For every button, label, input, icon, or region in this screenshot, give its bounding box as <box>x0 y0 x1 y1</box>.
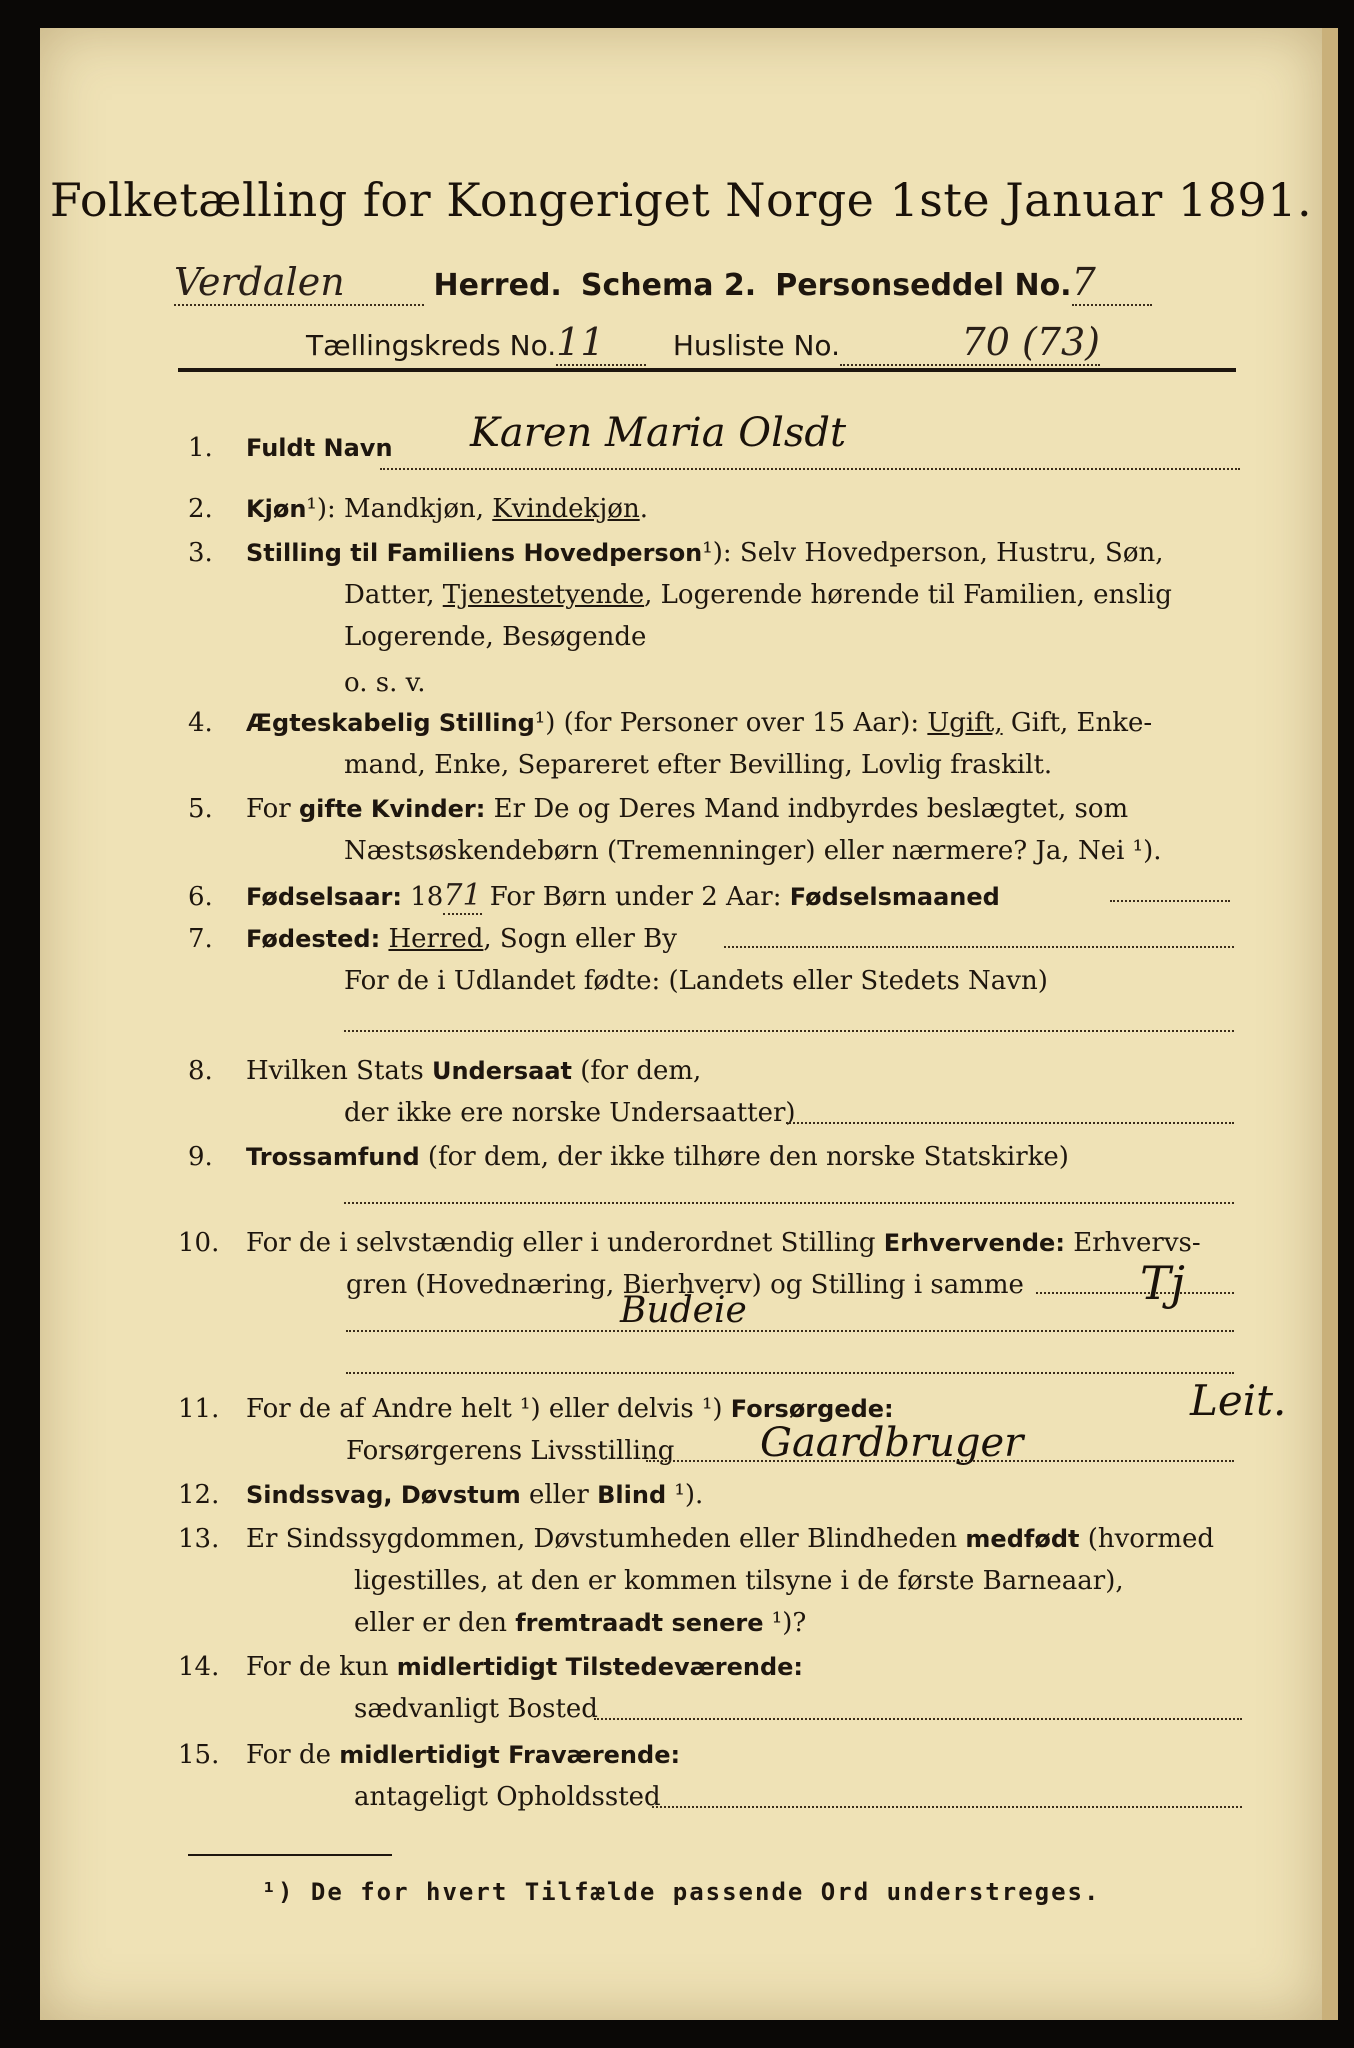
field-13-line-3: eller er den fremtraadt senere ¹)? <box>354 1608 807 1638</box>
full-name-value: Karen Maria Olsdt <box>470 410 847 456</box>
occupation-mark: Tj <box>1140 1256 1185 1310</box>
field-8-line-2: der ikke ere norske Undersaatter) <box>344 1098 796 1128</box>
dotline <box>344 1202 1234 1204</box>
field-14-temporary-present: 14. For de kun midlertidigt Tilstedeværende: <box>178 1652 804 1682</box>
field-3-position: 3. Stilling til Familiens Hovedperson¹): Selv Hovedperson, Hustru, Søn, <box>188 538 1164 568</box>
dotline <box>724 946 1234 948</box>
field-4-marital: 4. Ægteskabelig Stilling¹) (for Personer over 15 Aar): Ugift, Gift, Enke- <box>188 708 1153 738</box>
personseddel-value: 7 <box>1072 260 1152 306</box>
field-5-line-2: Næstsøskendebørn (Tremenninger) eller nærmere? Ja, Nei ¹). <box>344 836 1162 866</box>
field-4-line-2: mand, Enke, Separeret efter Bevilling, Lovlig fraskilt. <box>344 750 1053 780</box>
dotline <box>346 1330 1234 1332</box>
field-10-occupation: 10. For de i selvstændig eller i underordnet Stilling Erhvervende: Erhvervs- <box>178 1228 1201 1258</box>
field-7-birthplace: 7. Fødested: Herred, Sogn eller By <box>188 924 677 954</box>
field-11-line-2: Forsørgerens Livsstilling <box>346 1436 675 1466</box>
schema-label: Schema 2. <box>580 268 757 303</box>
field-13-line-2: ligestilles, at den er kommen tilsyne i de første Barneaar), <box>354 1566 1124 1596</box>
field-6-birth-year: 6. Fødselsaar: 1871 For Børn under 2 Aar: Fødselsmaaned <box>188 878 1000 913</box>
header-line-2 <box>306 320 1100 366</box>
husliste-label: Husliste No. <box>672 329 840 362</box>
field-5-married-women: 5. For gifte Kvinder: Er De og Deres Mand indbyrdes beslægtet, som <box>188 794 1129 824</box>
field-3-line-3: Logerende, Besøgende <box>344 622 647 652</box>
dotline <box>346 1372 1234 1374</box>
form-title: Folketælling for Kongeriget Norge 1ste Januar 1891. <box>49 173 1313 227</box>
field-3-line-2: Datter, Tjenestetyende, Logerende hørende til Familien, enslig <box>344 580 1172 610</box>
field-13-congenital: 13. Er Sindssygdommen, Døvstumheden eller Blindheden medfødt (hvormed <box>178 1524 1215 1554</box>
kreds-value: 11 <box>556 320 646 366</box>
field-12-disability: 12. Sindssvag, Døvstum eller Blind ¹). <box>178 1480 704 1510</box>
census-form-page <box>40 28 1322 2020</box>
dotline <box>344 1030 1234 1032</box>
field-15-temporary-absent: 15. For de midlertidigt Fraværende: <box>178 1740 681 1770</box>
provider-occupation-value: Gaardbruger <box>760 1420 1024 1466</box>
field-1-full-name: 1. Fuldt Navn <box>188 433 393 463</box>
field-15-line-2: antageligt Opholdssted <box>354 1782 661 1812</box>
field-11-supported: 11. For de af Andre helt ¹) eller delvis ¹) Forsørgede: <box>178 1394 894 1424</box>
birth-year-value: 71 <box>443 878 482 913</box>
field-9-religion: 9. Trossamfund (for dem, der ikke tilhøre den norske Statskirke) <box>188 1142 1069 1172</box>
field-14-line-2: sædvanligt Bosted <box>354 1694 598 1724</box>
field-7-line-2: For de i Udlandet fødte: (Landets eller Stedets Navn) <box>344 966 1048 996</box>
field-3-line-4: o. s. v. <box>344 668 426 698</box>
dotline <box>1036 1292 1234 1294</box>
field-8-citizenship: 8. Hvilken Stats Undersaat (for dem, <box>188 1056 702 1086</box>
dotline <box>594 1718 1242 1720</box>
header-rule <box>178 368 1236 372</box>
dotline <box>380 468 1240 470</box>
dotline <box>786 1122 1234 1124</box>
header-line-1 <box>174 260 1152 306</box>
dotline <box>652 1806 1242 1808</box>
occupation-value: Budeie <box>620 1290 747 1331</box>
supported-value: Leit. <box>1190 1376 1287 1425</box>
field-10-line-2: gren (Hovednæring, Bierhverv) og Stilling i samme <box>346 1270 1024 1300</box>
personseddel-label: Personseddel No. <box>775 268 1072 303</box>
field-2-sex: 2. Kjøn¹): Mandkjøn, Kvindekjøn. <box>188 494 648 524</box>
herred-label: Herred. <box>433 268 562 303</box>
dotline <box>1110 900 1230 902</box>
husliste-value: 70 (73) <box>840 320 1100 366</box>
page-edge <box>1322 28 1338 2020</box>
footnote-rule <box>188 1854 392 1856</box>
herred-value: Verdalen <box>174 260 424 306</box>
kreds-label: Tællingskreds No. <box>306 329 557 362</box>
footnote: ¹) De for hvert Tilfælde passende Ord understreges. <box>261 1878 1101 1906</box>
